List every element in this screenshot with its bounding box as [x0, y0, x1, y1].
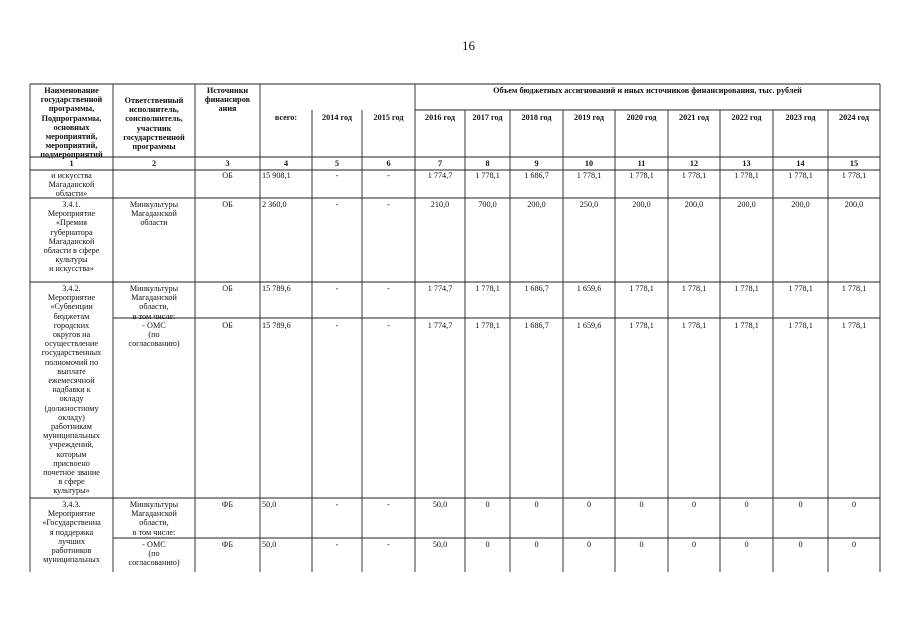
value-cell: 200,0: [737, 200, 756, 209]
column-number: 15: [849, 159, 859, 168]
header-year: 2015 год: [373, 113, 404, 122]
value-cell: 0: [639, 540, 644, 549]
value-cell: 15 789,6: [262, 284, 291, 293]
value-cell: -: [335, 284, 339, 293]
column-number: 12: [689, 159, 699, 168]
row-name: 3.4.2. Мероприятие «Субвенции бюджетам городских округов на осуществление государственных полномочий по выплате ежемесячной надбавки к окладу (должностному окладу) работникам муниципальных учреждений, которым присвоено почетное звание в сфере культуры»: [41, 284, 102, 496]
row-source: ФБ: [221, 500, 234, 509]
value-cell: -: [387, 540, 390, 549]
header-year: 2018 год: [521, 113, 552, 122]
column-number: 14: [796, 159, 805, 168]
column-number: 5: [334, 159, 340, 168]
value-cell: 1 778,1: [734, 171, 759, 180]
value-cell: 0: [851, 540, 857, 549]
sub-row-executor: - ОМС (по согласованию): [128, 321, 180, 349]
value-cell: 210,0: [430, 200, 450, 209]
value-cell: 0: [798, 500, 803, 509]
value-cell: -: [335, 171, 339, 180]
header-year: 2019 год: [574, 113, 604, 122]
value-cell: 1 778,1: [576, 171, 602, 180]
value-cell: 1 778,1: [629, 321, 654, 330]
value-cell: 1 686,7: [524, 321, 549, 330]
value-cell: 0: [485, 540, 490, 549]
value-cell: 15 789,6: [262, 321, 291, 330]
value-cell: 1 778,1: [788, 321, 813, 330]
value-cell: 1 778,1: [475, 284, 500, 293]
value-cell: -: [387, 171, 390, 180]
value-cell: -: [335, 540, 339, 549]
sub-row-source: ОБ: [222, 321, 233, 330]
row-executor: Минкультуры Магаданской области, в том числе:: [129, 500, 179, 537]
row-source: ОБ: [222, 171, 233, 180]
column-number: 2: [151, 159, 157, 168]
page-number: 16: [462, 38, 475, 53]
value-cell: 1 659,6: [576, 321, 602, 330]
header-year: 2023 год: [785, 113, 816, 122]
column-number: 4: [283, 159, 289, 168]
column-number: 3: [225, 159, 230, 168]
value-cell: -: [387, 284, 390, 293]
column-number: 9: [534, 159, 539, 168]
value-cell: 1 778,1: [734, 284, 759, 293]
value-cell: 0: [534, 500, 539, 509]
value-cell: 50,0: [432, 500, 448, 509]
value-cell: 200,0: [632, 200, 651, 209]
row-executor: Минкультуры Магаданской области, в том числе:: [129, 284, 179, 321]
header-name-column: Наименование государственной программы, Подпрограммы, основных мероприятий, мероприятий, подмероприятий: [40, 86, 103, 160]
sub-row-executor: - ОМС (по согласованию): [128, 540, 180, 568]
value-cell: 1 778,1: [475, 321, 500, 330]
row-source: ОБ: [222, 200, 233, 209]
header-year: 2022 год: [731, 113, 762, 122]
value-cell: 0: [586, 500, 592, 509]
value-cell: 50,0: [262, 500, 277, 509]
header-source-column: Источники финансиров ания: [204, 86, 251, 114]
row-name: и искусства Магаданской области»: [48, 171, 95, 199]
value-cell: 0: [744, 540, 749, 549]
value-cell: 200,0: [844, 200, 864, 209]
value-cell: 1 778,1: [734, 321, 759, 330]
value-cell: 50,0: [432, 540, 448, 549]
value-cell: 15 908,1: [262, 171, 291, 180]
value-cell: 1 778,1: [629, 171, 654, 180]
value-cell: -: [387, 200, 390, 209]
header-year: 2021 год: [679, 113, 709, 122]
value-cell: 0: [485, 500, 490, 509]
value-cell: 0: [744, 500, 749, 509]
header-year: 2020 год: [626, 113, 657, 122]
header-year: 2017 год: [472, 113, 503, 122]
value-cell: 1 659,6: [576, 284, 602, 293]
value-cell: 0: [691, 540, 697, 549]
value-cell: 1 778,1: [788, 284, 813, 293]
value-cell: -: [335, 500, 339, 509]
row-name: 3.4.1. Мероприятие «Премия губернатора Магаданской области в сфере культуры и искусства»: [43, 200, 100, 274]
value-cell: 0: [534, 540, 539, 549]
value-cell: 1 774,7: [427, 284, 453, 293]
sub-row-source: ФБ: [221, 540, 234, 549]
value-cell: -: [387, 321, 390, 330]
value-cell: 200,0: [791, 200, 810, 209]
value-cell: 1 778,1: [475, 171, 500, 180]
value-cell: 2 360,0: [262, 200, 287, 209]
value-cell: 1 686,7: [524, 284, 549, 293]
column-number: 11: [637, 159, 646, 168]
row-executor: Минкультуры Магаданской области: [129, 200, 179, 228]
value-cell: 50,0: [262, 540, 277, 549]
value-cell: -: [387, 500, 390, 509]
row-source: ОБ: [222, 284, 233, 293]
column-number: 13: [742, 159, 751, 168]
header-year: 2024 год: [839, 113, 869, 122]
value-cell: 0: [798, 540, 803, 549]
value-cell: 1 778,1: [681, 171, 707, 180]
column-number: 6: [386, 159, 391, 168]
value-cell: 1 778,1: [841, 171, 867, 180]
value-cell: 0: [851, 500, 857, 509]
column-number: 10: [584, 159, 594, 168]
value-cell: 1 778,1: [841, 321, 867, 330]
value-cell: 1 774,7: [427, 171, 453, 180]
header-executor-column: Ответственный исполнитель, соисполнитель, участник государственной программы: [123, 96, 185, 152]
value-cell: 1 686,7: [524, 171, 549, 180]
value-cell: -: [335, 321, 339, 330]
value-cell: 0: [586, 540, 592, 549]
value-cell: 1 778,1: [629, 284, 654, 293]
row-name: 3.4.3. Мероприятие «Государственна я поддержка лучших работников муниципальных: [42, 500, 101, 565]
value-cell: 200,0: [684, 200, 704, 209]
column-number: 7: [437, 159, 443, 168]
value-cell: 1 778,1: [681, 284, 707, 293]
value-cell: 700,0: [478, 200, 497, 209]
value-cell: 1 778,1: [681, 321, 707, 330]
value-cell: 1 774,7: [427, 321, 453, 330]
header-year: 2014 год: [322, 113, 352, 122]
header-volume-title: Объем бюджетных ассигнований и иных источников финансирования, тыс. рублей: [493, 86, 802, 95]
value-cell: 1 778,1: [841, 284, 867, 293]
value-cell: 250,0: [579, 200, 599, 209]
value-cell: 200,0: [527, 200, 546, 209]
value-cell: 0: [639, 500, 644, 509]
header-total: всего:: [274, 113, 298, 122]
column-number: 1: [69, 159, 74, 168]
column-number: 8: [485, 159, 490, 168]
value-cell: 1 778,1: [788, 171, 813, 180]
value-cell: 0: [691, 500, 697, 509]
value-cell: -: [335, 200, 339, 209]
header-year: 2016 год: [425, 113, 455, 122]
